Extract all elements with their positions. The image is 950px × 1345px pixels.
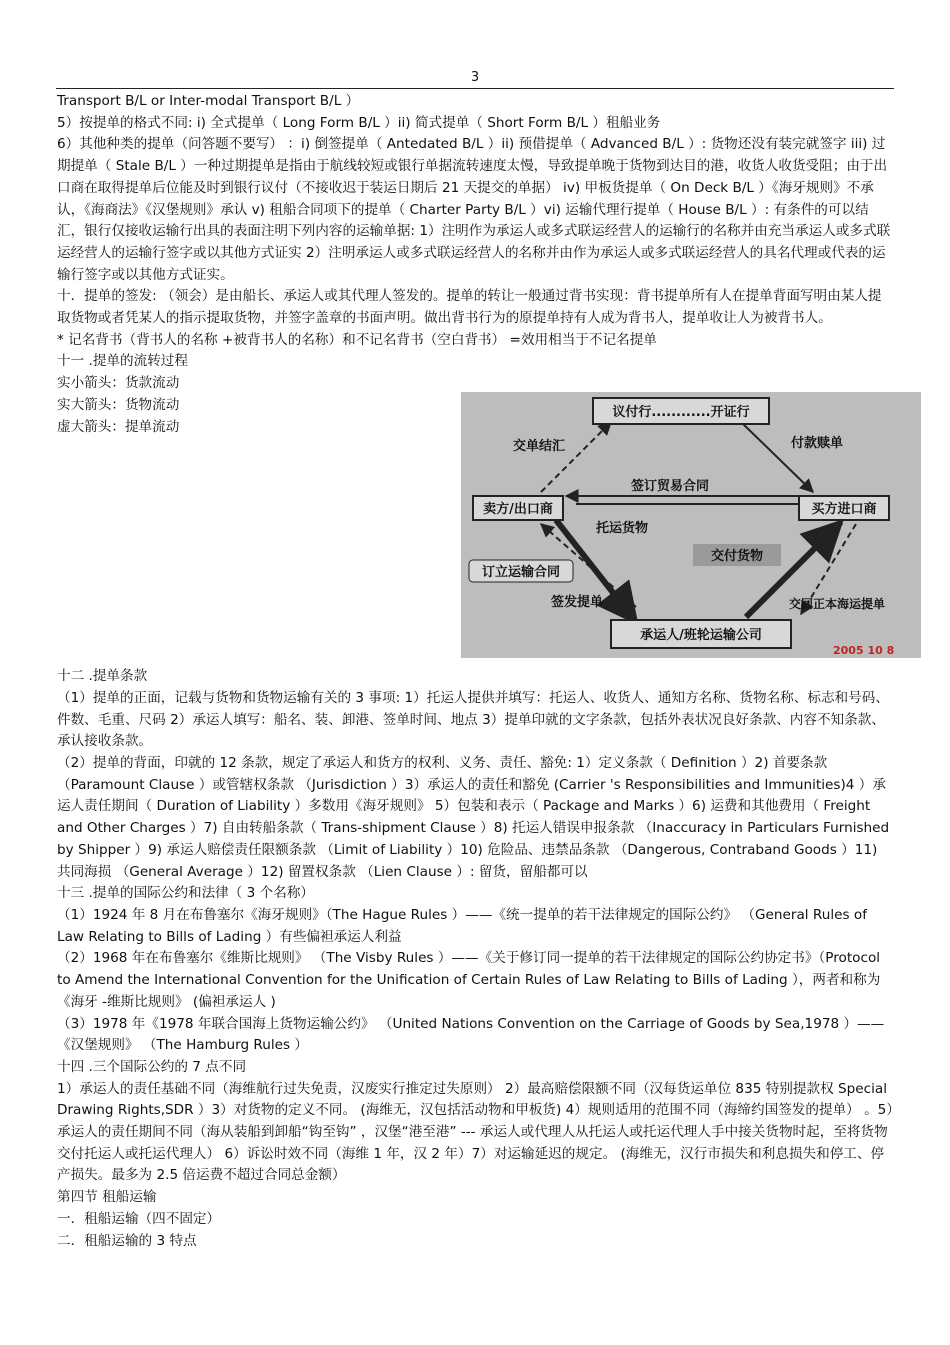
bl-flow-diagram bbox=[461, 392, 921, 658]
paragraph-visby-rules: （2）1968 年在布鲁塞尔《维斯比规则》 （The Visby Rules ）——《关于修订同一提单的若干法律规定的国际公约协定书》（Protocol to Amend the International Convention for the Unification of Certain Rules of Law Relating to Bills of Lading ），两者和称为《海牙 -维斯比规则》 (偏袒承运人 ) bbox=[57, 950, 881, 1010]
paragraph-format-types: 5）按提单的格式不同: i) 全式提单（ Long Form B/L ）ii) 简式提单（ Short Form B/L ）租船业务 bbox=[57, 114, 661, 131]
node-bank-label: 议付行............开证行 bbox=[612, 405, 750, 420]
header-rule bbox=[56, 88, 894, 89]
label-transport-contract-box bbox=[469, 560, 573, 582]
heading-conventions: 十三 .提单的国际公约和法律（ 3 个名称） bbox=[57, 885, 315, 902]
label-doc-settlement: 交单结汇 bbox=[513, 439, 566, 454]
heading-section-four: 第四节 租船运输 bbox=[57, 1189, 157, 1206]
paragraph-bl-front: （1）提单的正面，记载与货物和货物运输有关的 3 事项: 1）托运人提供并填写：托运人、收货人、通知方名称、货物名称、标志和号码、件数、毛重、尺码 2）承运人填写：船名、装、卸港、签单时间、地点 3）提单印就的文字条款，包括外表状况良好条款、内容不知条款、承认接收条款。 bbox=[57, 689, 889, 750]
diagram-node-seller bbox=[473, 496, 563, 520]
paragraph-hague-rules: （1）1924 年 8 月在布鲁塞尔《海牙规则》（The Hague Rules ）——《统一提单的若干法律规定的国际公约》 （General Rules of Law Relating to Bills of Lading ）有些偏袒承运人利益 bbox=[57, 906, 868, 945]
paragraph-charter-two: 二．租船运输的 3 特点 bbox=[57, 1232, 197, 1249]
legend-dashed-arrow: 虚大箭头：提单流动 bbox=[57, 418, 180, 435]
diagram-node-buyer bbox=[799, 496, 889, 520]
label-transport-contract: 订立运输合同 bbox=[481, 565, 561, 580]
label-deliver-goods-box bbox=[693, 544, 781, 566]
diagram-node-carrier bbox=[611, 620, 791, 648]
legend-large-solid-arrow: 实大箭头：货物流动 bbox=[57, 396, 180, 413]
legend-small-solid-arrow: 实小箭头：货款流动 bbox=[57, 375, 180, 392]
heading-bl-flow: 十一 .提单的流转过程 bbox=[57, 353, 188, 370]
label-deliver-goods: 交付货物 bbox=[710, 549, 764, 564]
heading-bl-clauses: 十二 .提单条款 bbox=[57, 668, 148, 685]
heading-seven-differences: 十四 .三个国际公约的 7 点不同 bbox=[57, 1058, 247, 1075]
document-body bbox=[57, 91, 895, 1252]
paragraph-bl-issuance: 十．提单的签发: （领会）是由船长、承运人或其代理人签发的。提单的转让一般通过背书实现：背书提单所有人在提单背面写明由某人提取货物或者凭某人的指示提取货物，并签字盖章的书面声明。做出背书行为的原提单持有人成为背书人，提单收让人为被背书人。 bbox=[57, 288, 882, 327]
node-carrier-label: 承运人/班轮运输公司 bbox=[640, 628, 762, 643]
page-number: 3 bbox=[470, 70, 480, 85]
label-trade-contract: 签订贸易合同 bbox=[631, 479, 710, 494]
node-buyer-label: 买方进口商 bbox=[811, 502, 877, 517]
label-consign-goods: 托运货物 bbox=[596, 521, 649, 536]
paragraph-hamburg-rules: （3）1978 年《1978 年联合国海上货物运输公约》 （United Nations Convention on the Carriage of Goods by Sea,1978 ）——《汉堡规则》 （The Hamburg Rules ） bbox=[57, 1015, 885, 1054]
label-issue-bl: 签发提单 bbox=[551, 595, 604, 610]
paragraph-charter-one: 一．租船运输（四不固定） bbox=[57, 1210, 221, 1227]
paragraph-endorsement: * 记名背书（背书人的名称 +被背书人的名称）和不记名背书（空白背书） =效用相当于不记名提单 bbox=[57, 331, 657, 348]
diagram-node-bank bbox=[593, 398, 769, 424]
label-payment-redeem: 付款赎单 bbox=[791, 436, 844, 451]
paragraph-transport-bl: Transport B/L or Inter-modal Transport B/L ） bbox=[57, 93, 360, 109]
node-seller-label: 卖方/出口商 bbox=[483, 502, 553, 517]
paragraph-differences: 1）承运人的责任基础不同（海维航行过失免责，汉废实行推定过失原则） 2）最高赔偿限额不同（汉每货运单位 835 特别提款权 Special Drawing Rights,SDR ）3）对货物的定义不同。 (海维无，汉包括活动物和甲板货) 4）规则适用的范围不同（海缔约国签发的提单） 。5）承运人的责任期间不同（海从装船到卸船“钩至钩” ，汉堡“港至港” --- 承运人或代理人从托运人或托运代理人手中接关货物时起，至将货物交付托运人或托运代理人） 6）诉讼时效不同（海维 1 年，汉 2 年）7）对运输延迟的规定。 (海维无，汉行市损失和利息损失和停工、停产损失。最多为 2.5 倍运费不超过合同总金额） bbox=[57, 1080, 894, 1184]
photo-date-stamp: 2005 10 8 bbox=[833, 644, 895, 657]
label-return-bl: 交回正本海运提单 bbox=[789, 597, 886, 611]
paragraph-bl-back: （2）提单的背面，印就的 12 条款，规定了承运人和货方的权利、义务、责任、豁免: 1）定义条款（ Definition ）2) 首要条款（Paramount Clause ）或管辖权条款 （Jurisdiction ）3）承运人的责任和豁免 (Carrier 's Responsibilities and Immunities)4 ）承运人责任期间（ Duration of Liability ）多数用《海牙规则》 5）包装和表示（ Package and Marks ）6) 运费和其他费用（ Freight and Other Charges ）7) 自由转船条款（ Trans-shipment Clause ）8) 托运人错误申报条款 （Inaccuracy in Particulars Furnished by Shipper ）9) 承运人赔偿责任限额条款 （Limit of Liability ）10) 危险品、违禁品条款 （Dangerous, Contraband Goods ）11) 共同海损 （General Average ）12) 留置权条款 （Lien Clause ）: 留货，留船都可以 bbox=[57, 755, 890, 880]
paragraph-other-bl-types: 6）其他种类的提单（问答题不要写） ：i) 倒签提单（ Antedated B/L ）ii) 预借提单（ Advanced B/L ）: 货物还没有装完就签字 iii) 过期提单（ Stale B/L ）一种过期提单是指由于航线较短或银行单据流转速度太慢，导致提单晚于货物到达目的港，收货人收货受阻；由于出口商在取得提单后位能及时到银行议付（不接收迟于装运日期后 21 天提交的单据） iv) 甲板货提单（ On Deck B/L ）《海牙规则》不承认，《海商法》《汉堡规则》承认 v) 租船合同项下的提单（ Charter Party B/L ）vi) 运输代理行提单（ House B/L ）: 有条件的可以结汇，银行仅接收运输行出具的表面注明下列内容的运输单据: 1）注明作为承运人或多式联运经营人的运输行的名称并由充当承运人或多式联运经营人的运输行签字或以其他方式证实 2）注明承运人或多式联运经营人的名称并由作为承运人或多式联运经营人的具名代理或代表的运输行签字或以其他方式证实。 bbox=[57, 136, 891, 283]
